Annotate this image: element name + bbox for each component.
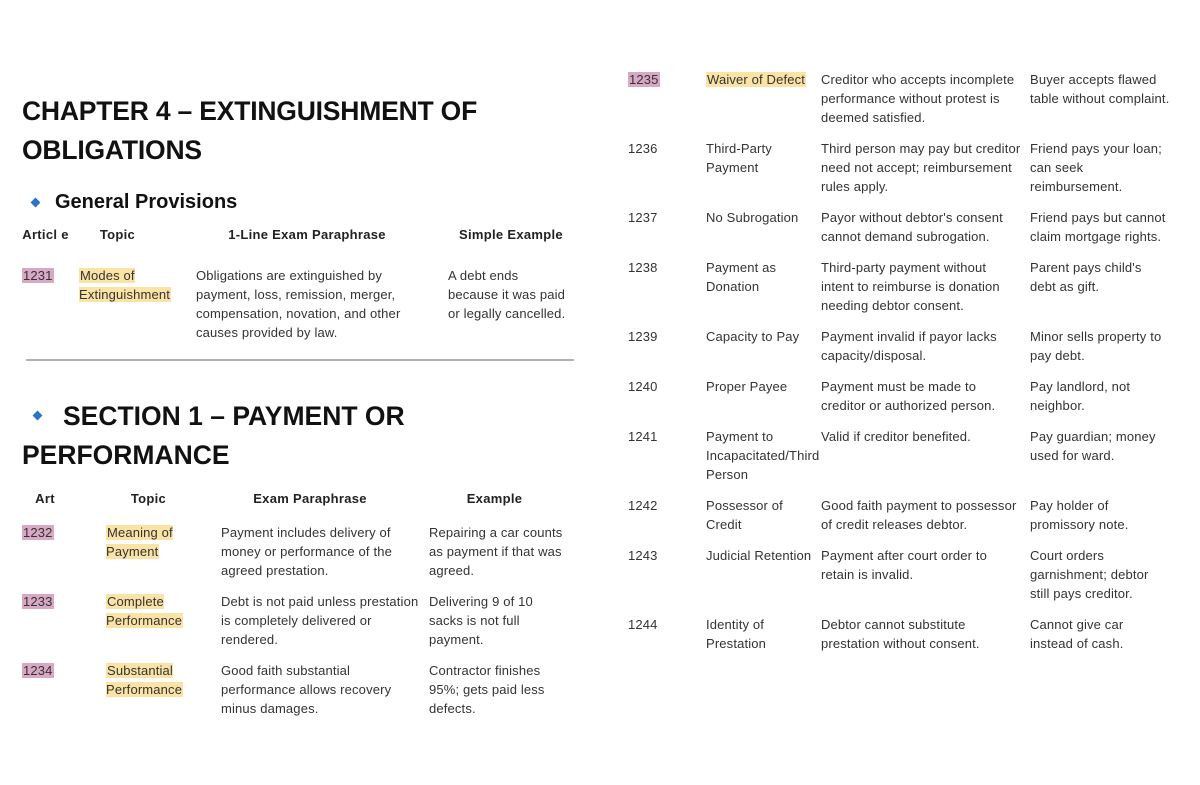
table-row [628, 484, 1178, 534]
topic-cell: Capacity to Pay [706, 329, 800, 344]
example-cell: Cannot give car instead of cash. [1030, 617, 1124, 651]
article-number-cell: 1242 [628, 498, 658, 513]
paraphrase-cell: Third-party payment without intent to reimburse is donation needing debtor consent. [821, 260, 1000, 313]
topic-cell: Complete Performance [106, 594, 183, 628]
diamond-bullet-icon [33, 410, 43, 420]
topic-cell: Judicial Retention [706, 548, 812, 563]
col-header-art: Art [35, 491, 55, 506]
paraphrase-cell: Debtor cannot substitute prestation without consent. [821, 617, 980, 651]
example-cell: Friend pays but cannot claim mortgage rights. [1030, 210, 1166, 244]
article-number-cell: 1237 [628, 210, 658, 225]
left-column [22, 92, 574, 718]
topic-cell: Third-Party Payment [706, 141, 772, 175]
col-header-topic: Topic [99, 227, 136, 242]
table-row [628, 603, 1178, 653]
section-divider [26, 359, 574, 361]
article-number-cell: 1244 [628, 617, 658, 632]
example-cell: Pay holder of promissory note. [1030, 498, 1129, 532]
section-1-table [22, 489, 574, 718]
table-row [628, 246, 1178, 315]
paraphrase-cell: Good faith substantial performance allows recovery minus damages. [221, 663, 392, 716]
diamond-bullet-icon [31, 197, 41, 207]
example-cell: Pay landlord, not neighbor. [1030, 379, 1131, 413]
table-row [628, 534, 1178, 603]
table-header-row [22, 489, 574, 508]
paraphrase-cell: Creditor who accepts incomplete performance without protest is deemed satisfied. [821, 72, 1015, 125]
example-cell: Minor sells property to pay debt. [1030, 329, 1162, 363]
paraphrase-cell: Third person may pay but creditor need not accept; reimbursement rules apply. [821, 141, 1021, 194]
article-number-cell: 1232 [23, 525, 53, 540]
table-row [22, 649, 574, 718]
general-provisions-table [22, 225, 574, 342]
topic-cell: Modes of Extinguishment [79, 268, 170, 302]
paraphrase-cell: Payment must be made to creditor or authorized person. [821, 379, 996, 413]
table-row [628, 127, 1178, 196]
article-number-cell: 1239 [628, 329, 658, 344]
paraphrase-cell: Payment invalid if payor lacks capacity/disposal. [821, 329, 997, 363]
article-number-cell: 1238 [628, 260, 658, 275]
topic-cell: No Subrogation [706, 210, 799, 225]
example-cell: Parent pays child's debt as gift. [1030, 260, 1142, 294]
table-row [628, 415, 1178, 484]
example-cell: A debt ends because it was paid or legally cancelled. [448, 268, 566, 321]
article-number-cell: 1240 [628, 379, 658, 394]
table-row [628, 315, 1178, 365]
paraphrase-cell: Payment after court order to retain is invalid. [821, 548, 988, 582]
example-cell: Pay guardian; money used for ward. [1030, 429, 1156, 463]
col-header-example: Simple Example [459, 227, 563, 242]
topic-cell: Meaning of Payment [106, 525, 173, 559]
table-row [22, 580, 574, 649]
article-number-cell: 1235 [629, 72, 659, 87]
col-header-topic: Topic [130, 491, 167, 506]
paraphrase-cell: Valid if creditor benefited. [821, 429, 971, 444]
col-header-article: Articl e [22, 227, 69, 242]
table-row [628, 365, 1178, 415]
article-number-cell: 1243 [628, 548, 658, 563]
general-provisions-heading: General Provisions [30, 190, 574, 214]
example-cell: Buyer accepts flawed table without complaint. [1030, 72, 1170, 106]
article-number-cell: 1234 [23, 663, 53, 678]
article-number-cell: 1236 [628, 141, 658, 156]
right-column [628, 70, 1178, 653]
article-number-cell: 1233 [23, 594, 53, 609]
table-row [22, 508, 574, 580]
topic-cell: Proper Payee [706, 379, 788, 394]
topic-cell: Waiver of Defect [707, 72, 806, 87]
table-row [628, 196, 1178, 246]
col-header-paraphrase: Exam Paraphrase [253, 491, 367, 506]
example-cell: Friend pays your loan; can seek reimbursement. [1030, 141, 1162, 194]
section-1-title: SECTION 1 – PAYMENT OR PERFORMANCE [22, 401, 405, 470]
topic-cell: Payment as Donation [706, 260, 777, 294]
table-header-row [22, 225, 574, 244]
topic-cell: Possessor of Credit [706, 498, 783, 532]
col-header-example: Example [466, 491, 523, 506]
example-cell: Delivering 9 of 10 sacks is not full payment. [429, 594, 533, 647]
paraphrase-cell: Payor without debtor's consent cannot demand subrogation. [821, 210, 1003, 244]
article-number-cell: 1231 [23, 268, 53, 283]
chapter-title: CHAPTER 4 – EXTINGUISHMENT OF OBLIGATIONS [22, 96, 478, 165]
paraphrase-cell: Obligations are extinguished by payment, loss, remission, merger, compensation, novation, and other causes provided by law. [196, 268, 401, 340]
paraphrase-cell: Debt is not paid unless prestation is completely delivered or rendered. [221, 594, 419, 647]
article-number-cell: 1241 [628, 429, 658, 444]
topic-cell: Identity of Prestation [706, 617, 767, 651]
paraphrase-cell: Payment includes delivery of money or performance of the agreed prestation. [221, 525, 392, 578]
col-header-paraphrase: 1-Line Exam Paraphrase [228, 227, 386, 242]
example-cell: Contractor finishes 95%; gets paid less defects. [429, 663, 545, 716]
paraphrase-cell: Good faith payment to possessor of credit releases debtor. [821, 498, 1017, 532]
topic-cell: Substantial Performance [106, 663, 183, 697]
topic-cell: Payment to Incapacitated/Third Person [706, 429, 820, 482]
payment-articles-table [628, 70, 1178, 653]
example-cell: Repairing a car counts as payment if that was agreed. [429, 525, 563, 578]
table-row [628, 70, 1178, 127]
table-row [22, 244, 574, 342]
example-cell: Court orders garnishment; debtor still pays creditor. [1030, 548, 1149, 601]
